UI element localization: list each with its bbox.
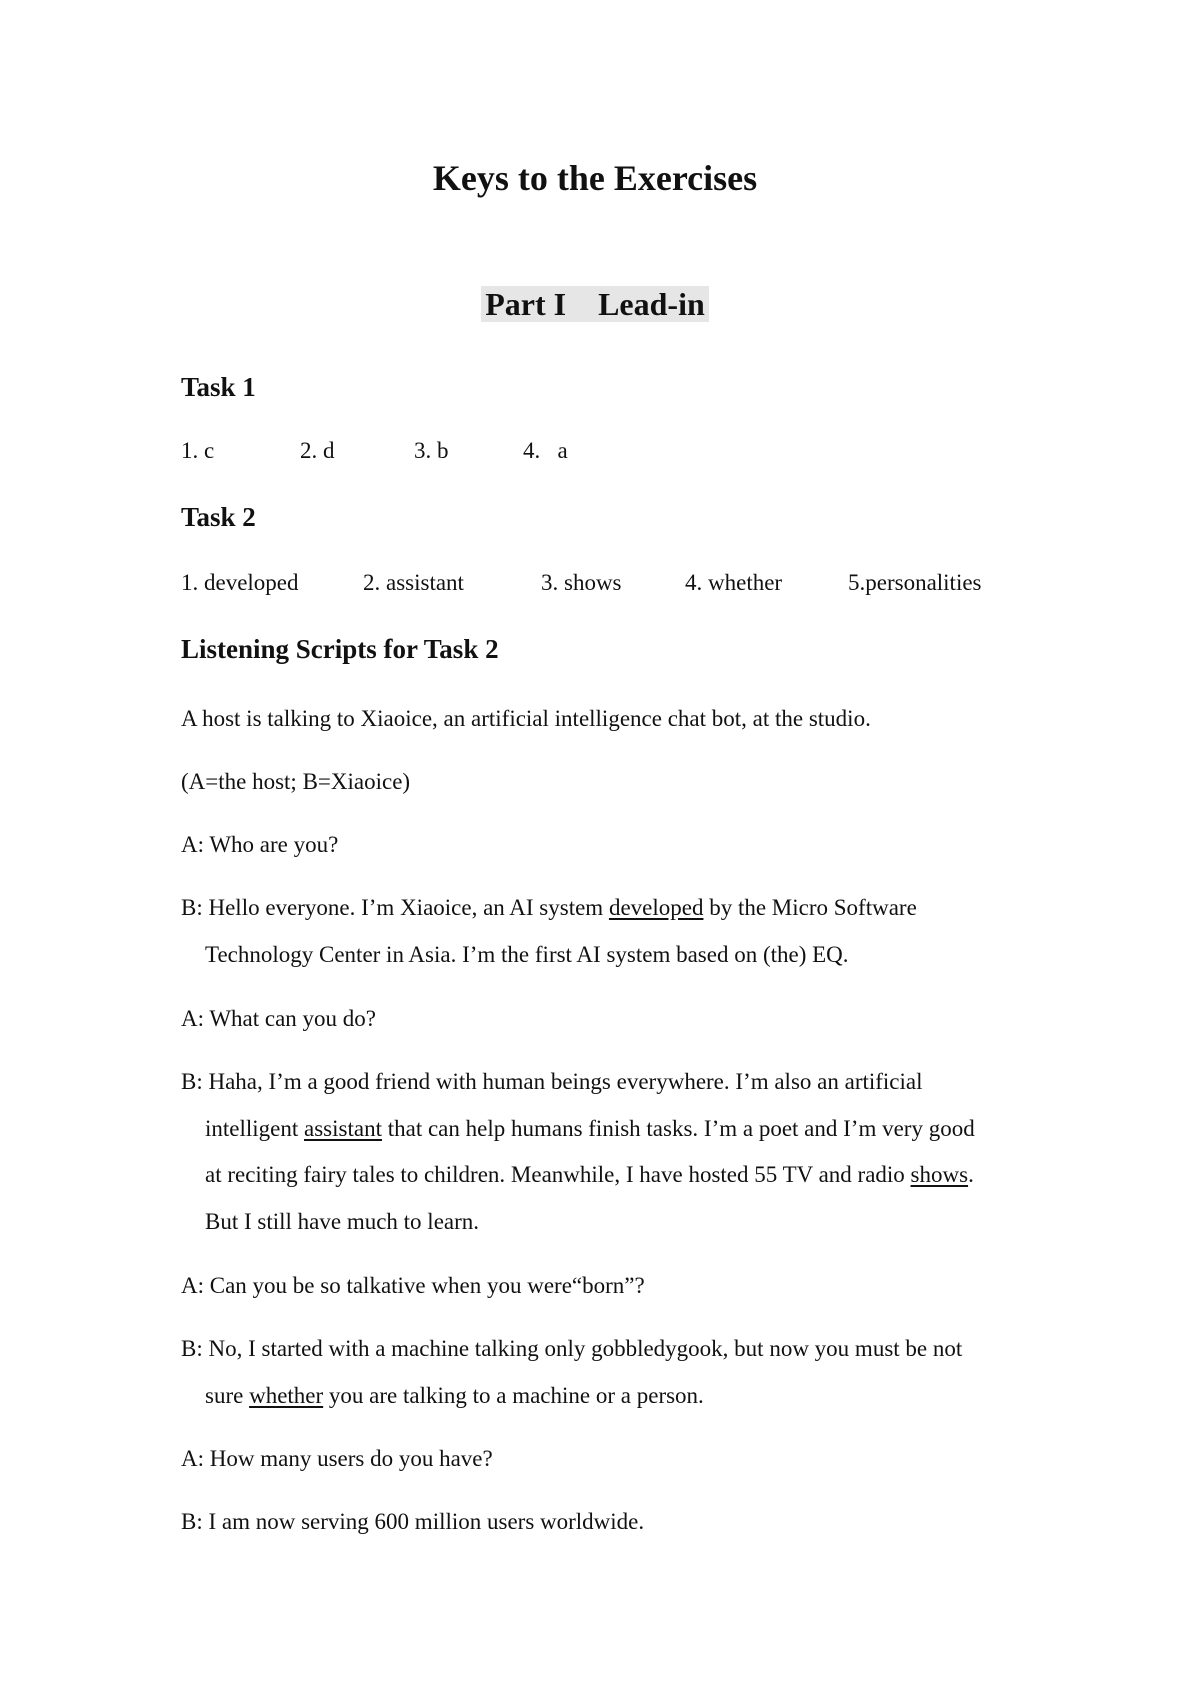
task1-answer-2: 2. d [300,438,335,463]
text-segment: that can help humans finish tasks. I’m a poet and I’m very good [381,1116,975,1141]
script-line-b2-cont3: But I still have much to learn. [205,1209,480,1234]
script-line-b3: B: No, I started with a machine talking only gobbledygook, but now you must be not [181,1336,963,1361]
task1-answer-4: 4. a [523,438,568,463]
script-roles: (A=the host; B=Xiaoice) [181,769,411,794]
task2-answer-3: 3. shows [541,570,622,595]
script-line-a2: A: What can you do? [181,1006,377,1031]
script-line-b2-cont1 [205,1114,975,1144]
task2-answer-2: 2. assistant [363,570,464,595]
text-segment: sure [205,1383,250,1408]
answer-underline-whether: whether [249,1383,324,1408]
text-segment: you are talking to a machine or a person. [323,1383,704,1408]
script-line-b1-cont: Technology Center in Asia. I’m the first AI system based on (the) EQ. [205,942,849,967]
text-segment: by the Micro Software [703,895,917,920]
script-line-b2-cont2 [205,1160,974,1190]
answer-underline-shows: shows [910,1162,969,1187]
task1-answer-3: 3. b [414,438,449,463]
text-segment: intelligent [205,1116,305,1141]
document-title: Keys to the Exercises [432,158,758,198]
script-line-b3-cont [205,1381,704,1411]
script-line-a4: A: How many users do you have? [181,1446,493,1471]
answer-underline-developed: developed [608,895,704,920]
task2-heading: Task 2 [181,502,256,532]
answer-underline-assistant: assistant [304,1116,382,1141]
script-line-a1: A: Who are you? [181,832,339,857]
scripts-heading: Listening Scripts for Task 2 [181,634,499,664]
task2-answer-4: 4. whether [685,570,783,595]
text-segment: B: Hello everyone. I’m Xiaoice, an AI system [181,895,609,920]
text-segment: at reciting fairy tales to children. Meanwhile, I have hosted 55 TV and radio [205,1162,911,1187]
task1-answer-1: 1. c [181,438,215,463]
task2-answer-5: 5.personalities [848,570,982,595]
script-line-b2: B: Haha, I’m a good friend with human beings everywhere. I’m also an artificial [181,1069,923,1094]
part-heading [0,284,1190,324]
part-heading-text: Part I Lead-in [481,286,709,322]
script-line-b1 [181,893,917,923]
task1-heading: Task 1 [181,372,256,402]
text-segment: . [968,1162,974,1187]
script-line-a3: A: Can you be so talkative when you were“born”? [181,1273,645,1298]
script-line-b4: B: I am now serving 600 million users worldwide. [181,1509,645,1534]
task2-answer-1: 1. developed [181,570,299,595]
script-intro: A host is talking to Xiaoice, an artificial intelligence chat bot, at the studio. [181,706,871,731]
